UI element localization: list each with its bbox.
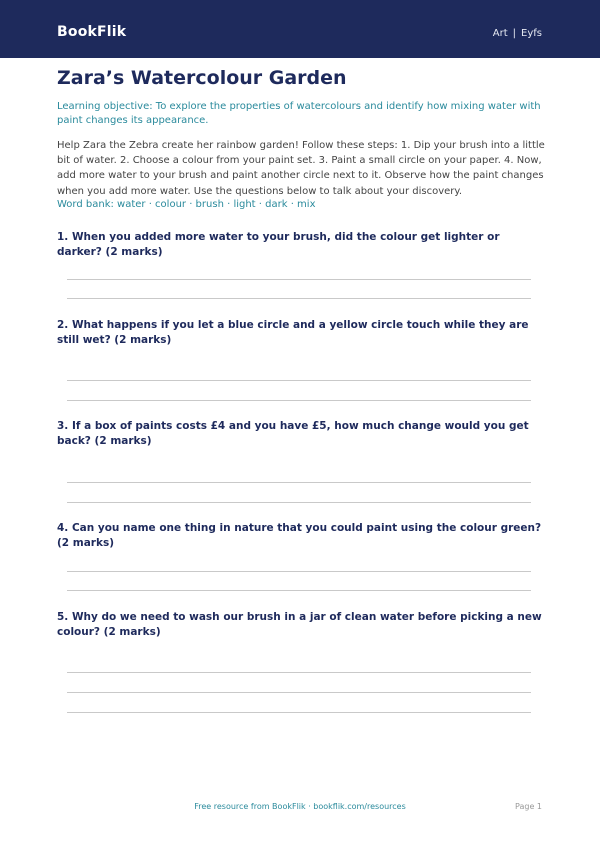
answer-line[interactable] bbox=[67, 712, 531, 713]
answer-line[interactable] bbox=[67, 298, 531, 299]
question-3: 3. If a box of paints costs £4 and you have £5, how much change would you get back? (2 marks) bbox=[57, 420, 529, 447]
subject-tags bbox=[493, 28, 542, 39]
footer-resource-link[interactable]: Free resource from BookFlik · bookflik.com/resources bbox=[194, 802, 406, 811]
answer-line[interactable] bbox=[67, 380, 531, 381]
answer-line[interactable] bbox=[67, 571, 531, 572]
instructions-text: Help Zara the Zebra create her rainbow garden! Follow these steps: 1. Dip your brush into a little bit of water. 2. Choose a colour from your paint set. 3. Paint a small circle on your paper. 4. Now, add more water to your brush and paint another circle next to it. Observe how the paint changes when you add more water. Use the questions below to talk about your discovery. bbox=[57, 140, 545, 197]
learning-objective: Learning objective: To explore the properties of watercolours and identify how mixing water with paint changes its appearance. bbox=[57, 101, 541, 126]
question-1: 1. When you added more water to your brush, did the colour get lighter or darker? (2 marks) bbox=[57, 231, 500, 258]
question-5: 5. Why do we need to wash our brush in a jar of clean water before picking a new colour? (2 marks) bbox=[57, 611, 542, 638]
answer-line[interactable] bbox=[67, 692, 531, 693]
word-bank: Word bank: water · colour · brush · light · dark · mix bbox=[57, 199, 316, 210]
answer-line[interactable] bbox=[67, 502, 531, 503]
tag-separator: | bbox=[512, 28, 517, 39]
answer-line[interactable] bbox=[67, 400, 531, 401]
header-bar bbox=[0, 0, 600, 58]
answer-line[interactable] bbox=[67, 482, 531, 483]
level-tag: Eyfs bbox=[521, 28, 542, 39]
answer-line[interactable] bbox=[67, 590, 531, 591]
page-title: Zara’s Watercolour Garden bbox=[57, 67, 347, 89]
subject-tag: Art bbox=[492, 28, 508, 39]
question-4: 4. Can you name one thing in nature that you could paint using the colour green? (2 marks) bbox=[57, 522, 542, 549]
brand-logo[interactable]: BookFlik bbox=[57, 24, 127, 40]
question-2: 2. What happens if you let a blue circle and a yellow circle touch while they are still wet? (2 marks) bbox=[57, 319, 529, 346]
page-number: Page 1 bbox=[515, 802, 542, 811]
answer-line[interactable] bbox=[67, 279, 531, 280]
answer-line[interactable] bbox=[67, 672, 531, 673]
